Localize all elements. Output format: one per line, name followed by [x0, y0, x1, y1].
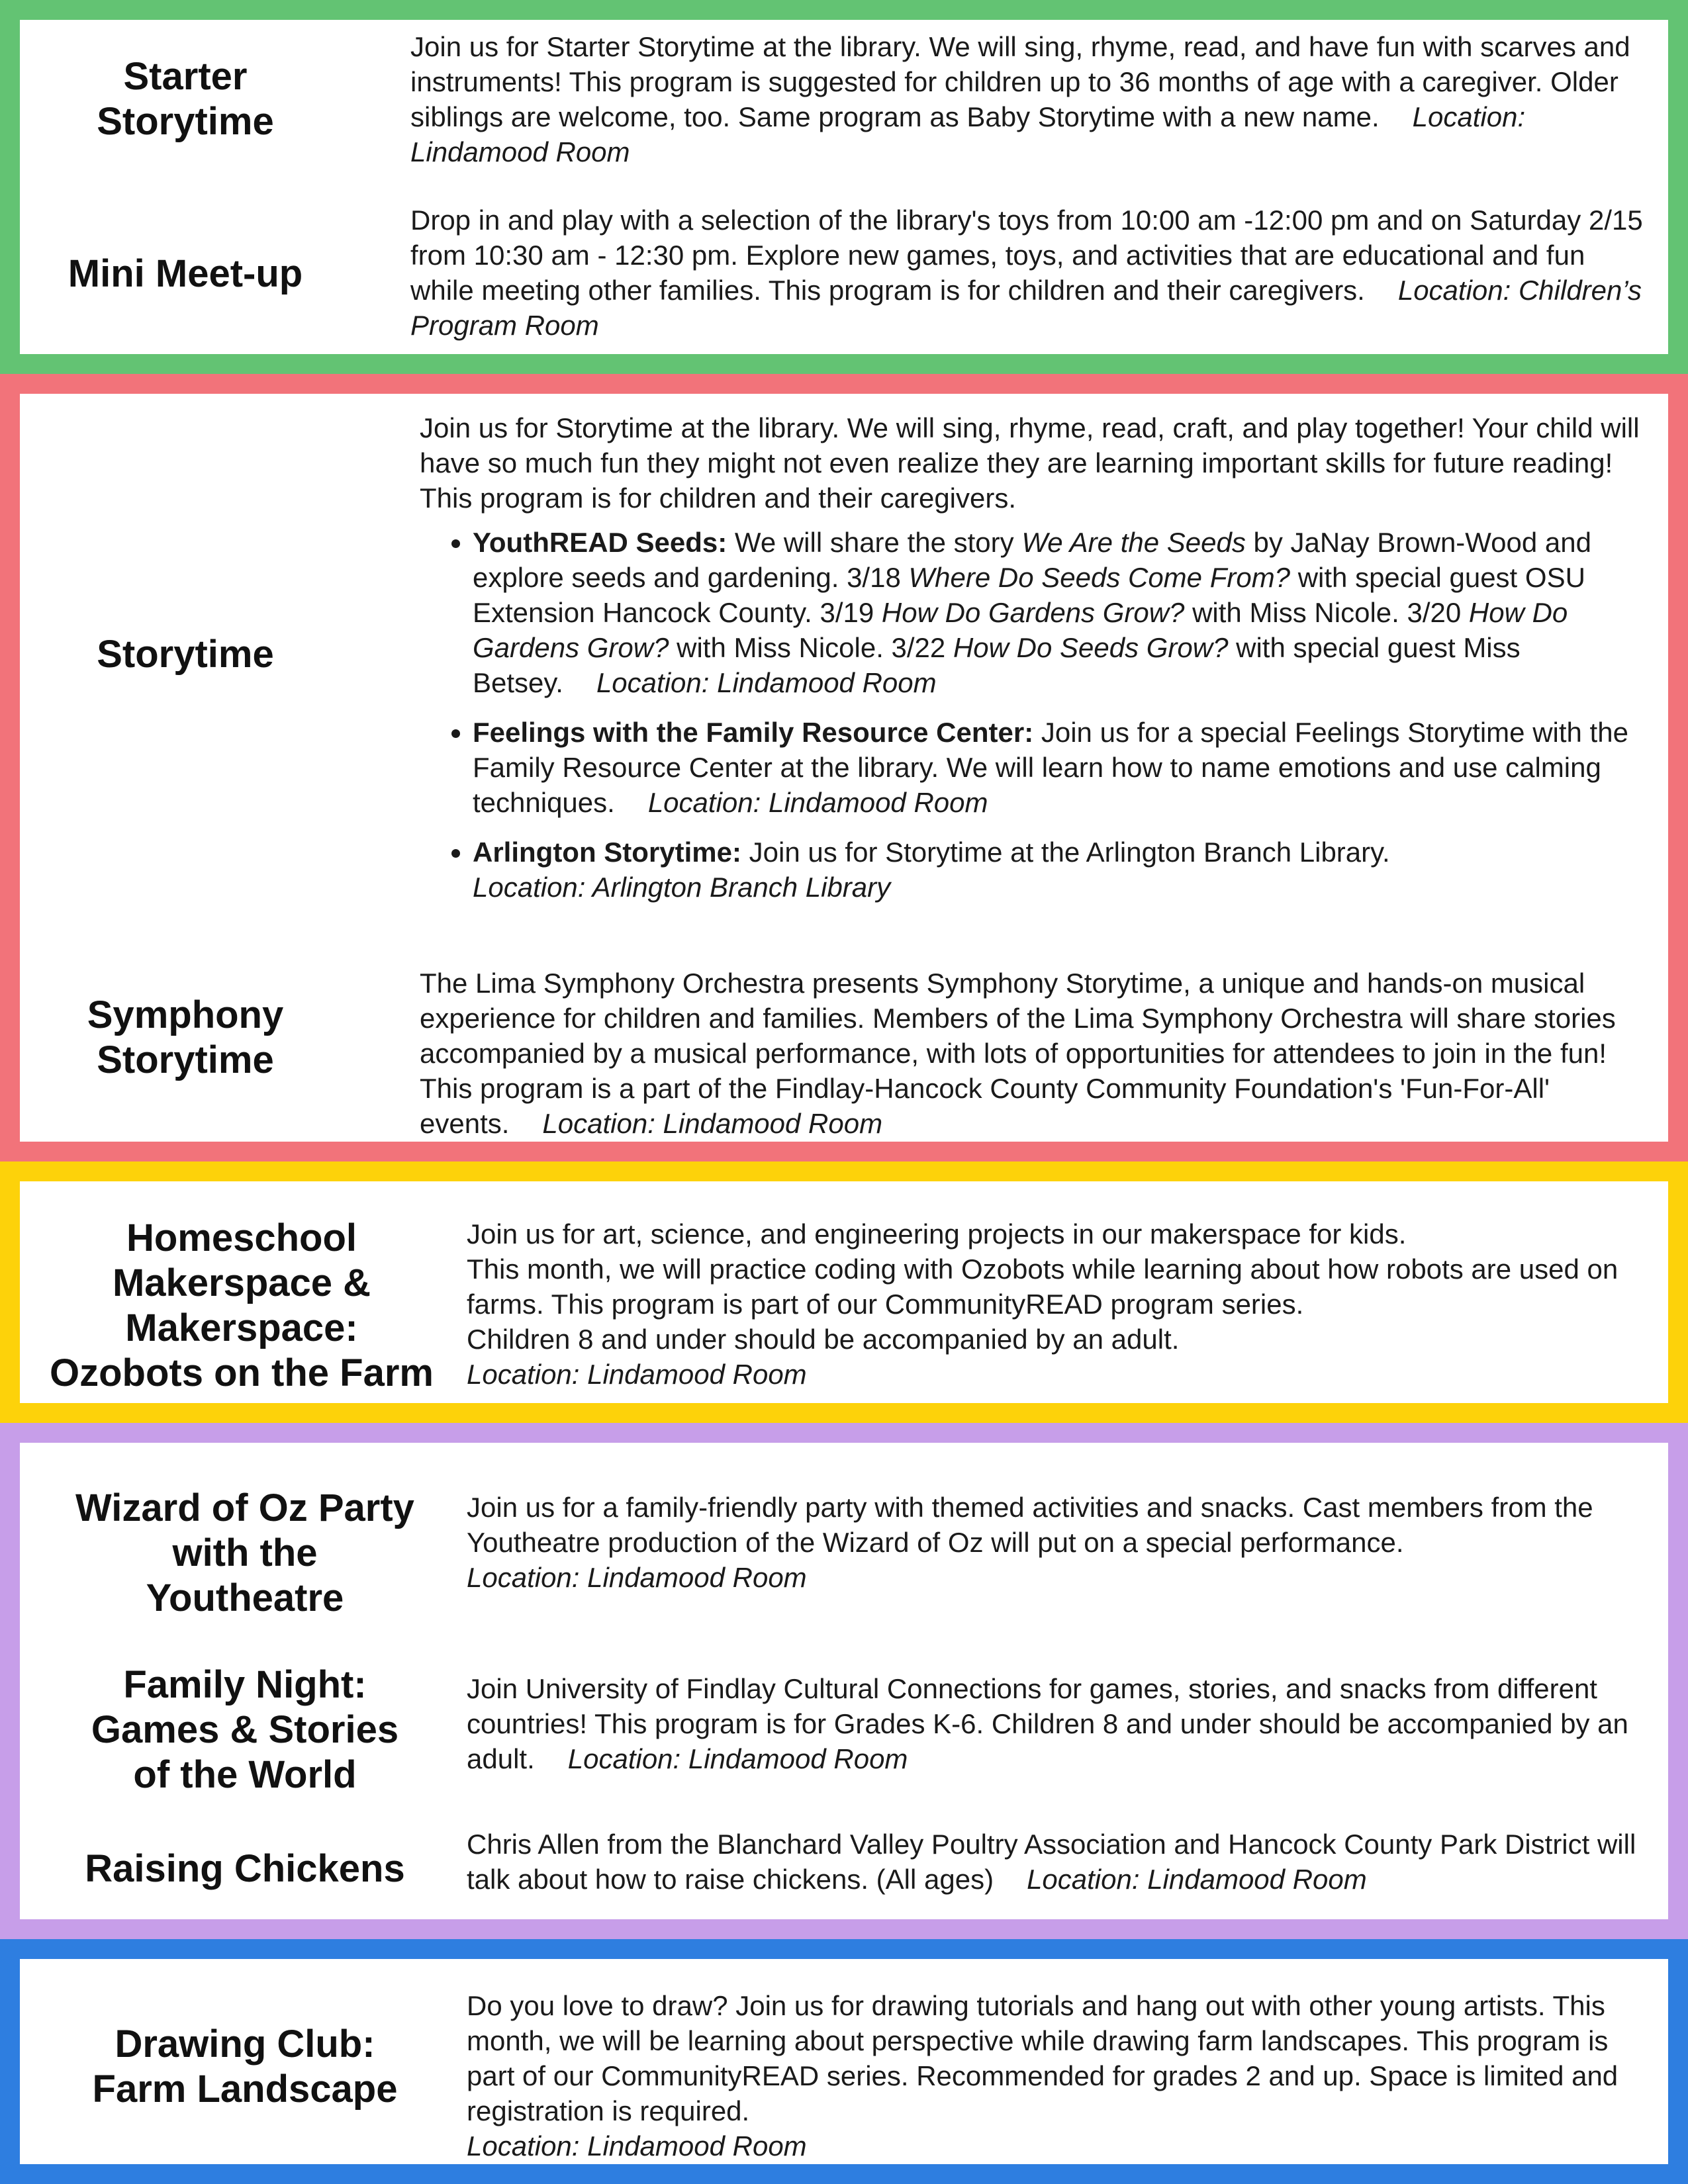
- section-drawing-club: [0, 1939, 1688, 2184]
- storytime-bullet-list: [420, 525, 1664, 905]
- description-line: This month, we will practice coding with Ozobots while learning about how robots are used on farms. This program is part of our CommunityREAD program series.: [467, 1253, 1618, 1320]
- title-line: Youtheatre: [146, 1576, 344, 1619]
- title-line: Makerspace &: [112, 1261, 371, 1304]
- book-title: How Do Seeds Grow?: [953, 632, 1229, 663]
- program-title-starter-storytime: [33, 54, 338, 144]
- program-title-symphony-storytime: [33, 993, 338, 1083]
- bullet-text: with special guest Miss Betsey.: [473, 632, 1521, 698]
- program-description-family-night: [467, 1671, 1665, 1776]
- program-description-storytime: [420, 410, 1664, 919]
- bullet-text: with Miss Nicole. 3/22: [669, 632, 953, 663]
- bullet-heading: Arlington Storytime:: [473, 837, 741, 868]
- title-line: Raising Chickens: [85, 1847, 405, 1890]
- program-description-mini-meetup: [410, 203, 1655, 343]
- book-title: How Do Gardens Grow?: [881, 597, 1185, 628]
- bullet-text: Join us for Storytime at the Arlington Branch Library.: [741, 837, 1390, 868]
- program-title-family-night: [33, 1662, 457, 1797]
- title-line: Starter: [123, 55, 248, 98]
- description-text: Join University of Findlay Cultural Connections for games, stories, and snacks from different countries! This program is for Grades K-6. Children 8 and under should be accompanied by an adult.: [467, 1673, 1628, 1774]
- title-line: Farm Landscape: [92, 2068, 398, 2111]
- title-line: Storytime: [97, 1038, 274, 1081]
- title-line: Storytime: [97, 100, 274, 143]
- bullet-heading: YouthREAD Seeds:: [473, 527, 727, 558]
- title-line: Games & Stories: [91, 1708, 399, 1751]
- location-text: Location: Lindamood Room: [410, 101, 1526, 167]
- title-line: Wizard of Oz Party: [75, 1486, 414, 1529]
- bullet-text: We will share the story: [727, 527, 1022, 558]
- location-text: Location: Lindamood Room: [467, 2130, 807, 2161]
- program-title-mini-meetup: [33, 251, 338, 296]
- location-text: Location: Children’s Program Room: [410, 275, 1642, 341]
- section-early-childhood: [0, 0, 1688, 374]
- program-title-drawing-club: [33, 2022, 457, 2112]
- program-description-wizard-of-oz: [467, 1490, 1665, 1595]
- location-text: Location: Lindamood Room: [596, 667, 937, 698]
- title-line: Storytime: [97, 633, 274, 676]
- description-line: Join us for art, science, and engineering projects in our makerspace for kids.: [467, 1218, 1407, 1250]
- book-title: How Do Gardens Grow?: [473, 597, 1568, 663]
- title-line: with the: [172, 1531, 318, 1574]
- bullet-arlington-storytime: [473, 835, 1664, 905]
- program-title-raising-chickens: [33, 1846, 457, 1891]
- program-description-starter-storytime: [410, 29, 1655, 169]
- title-line: Family Night:: [123, 1663, 367, 1706]
- location-text: Location: Lindamood Room: [567, 1743, 908, 1774]
- bullet-text: with Miss Nicole. 3/20: [1184, 597, 1469, 628]
- program-title-wizard-of-oz: [33, 1486, 457, 1621]
- location-text: Location: Lindamood Room: [1027, 1864, 1367, 1895]
- program-description-makerspace: [467, 1216, 1658, 1392]
- bullet-text: Join us for a special Feelings Storytime with the Family Resource Center at the library. We will learn how to name emotions and use calming techniques.: [473, 717, 1628, 818]
- location-text: Location: Lindamood Room: [542, 1108, 883, 1139]
- book-title: We Are the Seeds: [1021, 527, 1246, 558]
- title-line: Drawing Club:: [115, 2023, 375, 2066]
- location-text: Location: Arlington Branch Library: [473, 872, 891, 903]
- bullet-feelings: [473, 715, 1664, 820]
- section-family-events: [0, 1423, 1688, 1939]
- location-text: Location: Lindamood Room: [467, 1359, 807, 1390]
- title-line: Homeschool: [126, 1216, 357, 1259]
- program-description-raising-chickens: [467, 1827, 1665, 1897]
- book-title: Where Do Seeds Come From?: [908, 562, 1291, 593]
- description-text: Drop in and play with a selection of the library's toys from 10:00 am -12:00 pm and on Saturday 2/15 from 10:30 am - 12:30 pm. Explore new games, toys, and activities that are educational and fun while meeting other families. This program is for children and their caregivers.: [410, 205, 1643, 306]
- storytime-intro: Join us for Storytime at the library. We will sing, rhyme, read, craft, and play together! Your child will have so much fun they might not even realize they are learning important skills for future reading! This program is for children and their caregivers.: [420, 412, 1640, 514]
- section-makerspace: [0, 1161, 1688, 1423]
- title-line: of the World: [133, 1753, 357, 1796]
- description-text: Join us for a family-friendly party with themed activities and snacks. Cast members from the Youtheatre production of the Wizard of Oz will put on a special performance.: [467, 1492, 1593, 1558]
- title-line: Mini Meet-up: [68, 252, 303, 295]
- description-text: Do you love to draw? Join us for drawing tutorials and hang out with other young artists. This month, we will be learning about perspective while drawing farm landscapes. This program is part of our CommunityREAD series. Recommended for grades 2 and up. Space is limited and registration is required.: [467, 1990, 1618, 2126]
- title-line: Symphony: [87, 993, 284, 1036]
- description-line: Children 8 and under should be accompanied by an adult.: [467, 1324, 1180, 1355]
- bullet-text: with special guest OSU Extension Hancock County. 3/19: [473, 562, 1585, 628]
- description-text: Join us for Starter Storytime at the library. We will sing, rhyme, read, and have fun with scarves and instruments! This program is suggested for children up to 36 months of age with a caregiver. Older siblings are welcome, too. Same program as Baby Storytime with a new name.: [410, 31, 1630, 132]
- description-text: Chris Allen from the Blanchard Valley Poultry Association and Hancock County Park District will talk about how to raise chickens. (All ages): [467, 1829, 1636, 1895]
- description-text: The Lima Symphony Orchestra presents Symphony Storytime, a unique and hands-on musical experience for children and families. Members of the Lima Symphony Orchestra will share stories accompanied by a musical performance, with lots of opportunities for attendees to join in the fun! This program is a part of the Findlay-Hancock County Community Foundation's 'Fun-For-All' events.: [420, 968, 1616, 1139]
- location-text: Location: Lindamood Room: [647, 787, 988, 818]
- program-description-drawing-club: [467, 1988, 1658, 2163]
- location-text: Location: Lindamood Room: [467, 1562, 807, 1593]
- program-title-storytime: [33, 632, 338, 677]
- bullet-heading: Feelings with the Family Resource Center:: [473, 717, 1034, 748]
- program-description-symphony-storytime: [420, 966, 1664, 1141]
- title-line: Ozobots on the Farm: [50, 1351, 434, 1394]
- title-line: Makerspace:: [125, 1306, 358, 1349]
- bullet-youthread-seeds: [473, 525, 1664, 700]
- bullet-text: by JaNay Brown-Wood and explore seeds and gardening. 3/18: [473, 527, 1591, 593]
- program-title-homeschool-makerspace: [30, 1216, 453, 1396]
- section-storytime: [0, 374, 1688, 1161]
